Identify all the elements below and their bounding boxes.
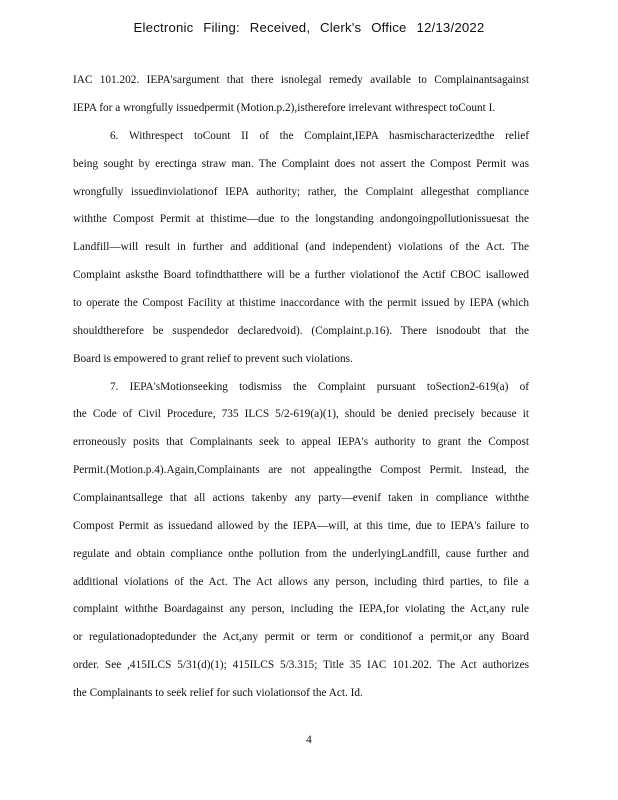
electronic-filing-header: Electronic Filing: Received, Clerk's Office 12/13/2022	[133, 20, 485, 35]
body-line: regulate and obtain compliance onthe pollution from the underlyingLandfill, cause further and	[73, 548, 529, 560]
body-line: Complaint asksthe Board tofindthatthere will be a further violationof the Actif CBOC isallowed	[73, 269, 529, 281]
page-number: 4	[306, 734, 312, 746]
body-line: Landfill—will result in further and additional (and independent) violations of the Act. The	[73, 241, 529, 253]
body-line: Compost Permit as issuedand allowed by the IEPA—will, at this time, due to IEPA's failure to	[73, 520, 529, 532]
body-line: withthe Compost Permit at thistime—due to the longstanding andongoingpollutionissuesat the	[73, 213, 529, 225]
body-line: erroneously posits that Complainants seek to appeal IEPA's authority to grant the Compost	[73, 436, 529, 448]
body-line: wrongfully issuedinviolationof IEPA authority; rather, the Complaint allegesthat compliance	[73, 186, 529, 198]
body-line: the Code of Civil Procedure, 735 ILCS 5/2-619(a)(1), should be denied precisely because it	[73, 408, 529, 420]
body-line: Permit.(Motion.p.4).Again,Complainants are not appealingthe Compost Permit. Instead, the	[73, 464, 529, 476]
body-line: the Complainants to seek relief for such violationsof the Act. Id.	[73, 687, 363, 699]
body-line: complaint withthe Boardagainst any person, including the IEPA,for violating the Act,any rule	[73, 603, 529, 615]
body-line: Board is empowered to grant relief to prevent such violations.	[73, 353, 353, 365]
body-line: order. See ,415ILCS 5/31(d)(1); 415ILCS 5/3.315; Title 35 IAC 101.202. The Act authorizes	[73, 659, 529, 671]
body-line: Complainantsallege that all actions takenby any party—evenif taken in compliance withthe	[73, 492, 529, 504]
body-line: shouldtherefore be suspendedor declaredvoid). (Complaint.p.16). There isnodoubt that the	[73, 325, 529, 337]
body-line: to operate the Compost Facility at thistime inaccordance with the permit issued by IEPA (which	[73, 297, 529, 309]
body-line: IAC 101.202. IEPA'sargument that there isnolegal remedy available to Complainantsagainst	[73, 74, 529, 86]
body-line: IEPA for a wrongfully issuedpermit (Motion.p.2),istherefore irrelevant withrespect toCount I.	[73, 102, 496, 114]
paragraph-7-start: 7. IEPA'sMotionseeking todismiss the Complaint pursuant toSection2-619(a) of	[110, 381, 529, 393]
body-line: or regulationadoptedunder the Act,any permit or term or conditionof a permit,or any Board	[73, 631, 529, 643]
body-line: being sought by erectinga straw man. The Complaint does not assert the Compost Permit was	[73, 158, 529, 170]
body-line: additional violations of the Act. The Act allows any person, including third parties, to file a	[73, 576, 529, 588]
paragraph-6-start: 6. Withrespect toCount II of the Complaint,IEPA hasmischaracterizedthe relief	[110, 130, 529, 142]
